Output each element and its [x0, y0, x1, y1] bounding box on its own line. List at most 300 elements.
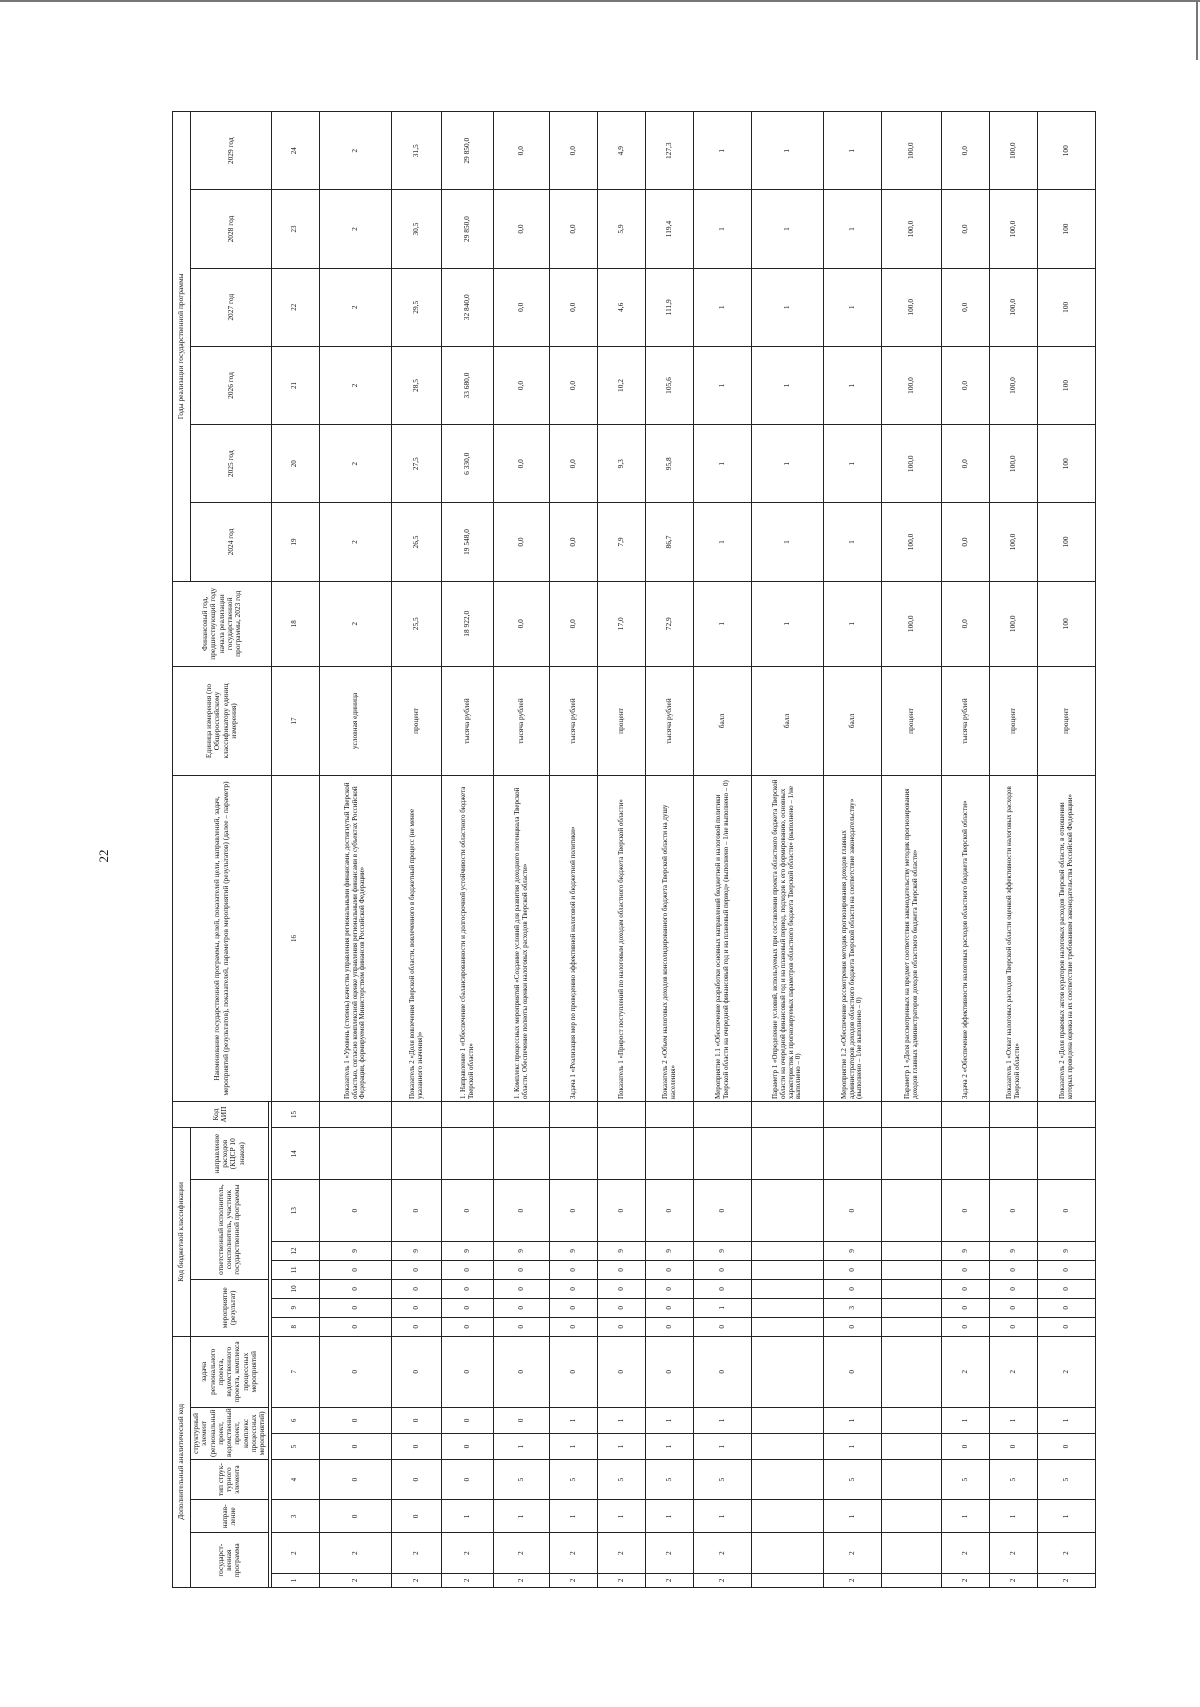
year-value: 1: [752, 503, 824, 581]
column-number-22: 22: [271, 268, 319, 346]
code-cell: 9: [550, 1241, 598, 1260]
column-number-14: 14: [271, 1128, 319, 1180]
code-cell: [320, 1102, 392, 1128]
year-value: 1: [824, 425, 882, 503]
code-cell: 2: [824, 1573, 882, 1587]
scan-edge-top: [0, 0, 1200, 2]
code-cell: 0: [1038, 1433, 1096, 1459]
code-cell: 9: [990, 1241, 1038, 1260]
code-cell: 0: [442, 1180, 494, 1242]
col-2024: 2024 год: [191, 503, 272, 581]
column-number-23: 23: [271, 190, 319, 268]
code-cell: [598, 1102, 646, 1128]
year-value: 100,0: [990, 112, 1038, 190]
base-year-value: 25,5: [392, 581, 442, 666]
code-cell: 0: [598, 1317, 646, 1336]
base-year-value: 17,0: [598, 581, 646, 666]
col-2026: 2026 год: [191, 346, 272, 424]
year-value: 0,0: [942, 346, 990, 424]
code-cell: 0: [442, 1433, 494, 1459]
code-cell: 0: [494, 1336, 550, 1407]
code-cell: 1: [694, 1500, 752, 1533]
year-value: 0,0: [942, 425, 990, 503]
code-cell: 0: [1038, 1180, 1096, 1242]
year-value: 0,0: [494, 190, 550, 268]
code-cell: 0: [320, 1336, 392, 1407]
code-cell: 0: [694, 1180, 752, 1242]
code-cell: [990, 1102, 1038, 1128]
code-cell: 1: [598, 1433, 646, 1459]
year-value: 100,0: [990, 190, 1038, 268]
code-cell: 2: [1038, 1573, 1096, 1587]
code-cell: [752, 1128, 824, 1180]
base-year-value: 2: [320, 581, 392, 666]
code-cell: 0: [598, 1279, 646, 1298]
column-number-10: 10: [271, 1279, 319, 1298]
page-number: 22: [96, 849, 111, 863]
code-cell: 0: [1038, 1317, 1096, 1336]
row-name: Параметр 1 «Доля рассмотренных на предмет соответствия законодательству методик прогнозирования доходов главных администраторов доходов областного бюджета Тверской области»: [882, 776, 942, 1102]
code-cell: [752, 1298, 824, 1317]
code-cell: 1: [1038, 1500, 1096, 1533]
code-cell: [752, 1279, 824, 1298]
col-expense-direction: направление расходов (КЦСР 10 знаков): [191, 1128, 269, 1180]
column-number-4: 4: [271, 1460, 319, 1500]
row-unit: балл: [824, 666, 882, 775]
year-value: 26,5: [392, 503, 442, 581]
code-cell: 9: [646, 1241, 694, 1260]
sheet-content: [172, 111, 1096, 1588]
year-value: 7,9: [598, 503, 646, 581]
col-aip: Код АИП: [173, 1102, 269, 1128]
code-cell: 0: [646, 1336, 694, 1407]
code-cell: 5: [990, 1460, 1038, 1500]
code-cell: 2: [320, 1573, 392, 1587]
year-value: 0,0: [550, 425, 598, 503]
code-cell: 0: [646, 1317, 694, 1336]
code-cell: 0: [824, 1317, 882, 1336]
code-cell: 1: [990, 1500, 1038, 1533]
code-cell: 1: [942, 1407, 990, 1433]
code-cell: 0: [442, 1336, 494, 1407]
year-value: 27,5: [392, 425, 442, 503]
code-cell: 1: [646, 1500, 694, 1533]
code-cell: [752, 1533, 824, 1573]
code-cell: [752, 1336, 824, 1407]
code-cell: [1038, 1102, 1096, 1128]
code-cell: 0: [990, 1433, 1038, 1459]
code-cell: [598, 1128, 646, 1180]
table-row: [1038, 112, 1096, 1588]
code-cell: [550, 1102, 598, 1128]
code-cell: 2: [646, 1573, 694, 1587]
code-cell: 0: [824, 1336, 882, 1407]
code-cell: 0: [442, 1260, 494, 1279]
column-number-5: 5: [271, 1433, 319, 1459]
code-cell: 2: [598, 1573, 646, 1587]
base-year-value: 18 922,0: [442, 581, 494, 666]
code-cell: 0: [392, 1460, 442, 1500]
table-row: [752, 112, 824, 1588]
code-cell: [646, 1128, 694, 1180]
code-cell: 0: [320, 1180, 392, 1242]
year-value: 100,0: [882, 268, 942, 346]
row-name: Показатель 2 «Доля правовых актов кураторов налоговых расходов Тверской области, в отношении которых проведена оценка на их соответствие требованиям законодательства Российской Федерации»: [1038, 776, 1096, 1102]
code-cell: 2: [942, 1336, 990, 1407]
code-cell: 1: [494, 1500, 550, 1533]
year-value: 29,5: [392, 268, 442, 346]
code-cell: 0: [598, 1336, 646, 1407]
code-cell: [694, 1128, 752, 1180]
code-cell: [882, 1260, 942, 1279]
year-value: 100,0: [990, 268, 1038, 346]
code-cell: 9: [442, 1241, 494, 1260]
code-cell: 0: [392, 1336, 442, 1407]
column-number-2: 2: [271, 1533, 319, 1573]
code-cell: [824, 1102, 882, 1128]
year-value: 5,9: [598, 190, 646, 268]
code-cell: 9: [392, 1241, 442, 1260]
code-cell: 2: [824, 1533, 882, 1573]
code-cell: 0: [942, 1260, 990, 1279]
year-value: 9,3: [598, 425, 646, 503]
code-cell: 0: [392, 1433, 442, 1459]
col-name: Наименование государственной программы, целей, показателей цели, направлений, задач, мероприятий (результатов), показателей, параметров мероприятий (результатов) (далее – параметр): [173, 776, 272, 1102]
base-year-value: 1: [694, 581, 752, 666]
year-value: 2: [320, 268, 392, 346]
code-cell: 9: [694, 1241, 752, 1260]
year-value: 19 548,0: [442, 503, 494, 581]
code-cell: 0: [646, 1279, 694, 1298]
table-row: [694, 112, 752, 1588]
code-cell: 0: [942, 1180, 990, 1242]
code-cell: 1: [942, 1500, 990, 1533]
code-cell: 2: [494, 1573, 550, 1587]
code-cell: 9: [494, 1241, 550, 1260]
table-row: [442, 112, 494, 1588]
code-cell: [442, 1128, 494, 1180]
column-number-20: 20: [271, 425, 319, 503]
code-cell: 0: [990, 1279, 1038, 1298]
code-cell: 0: [646, 1298, 694, 1317]
code-cell: 2: [550, 1573, 598, 1587]
code-cell: 1: [598, 1407, 646, 1433]
col-2027: 2027 год: [191, 268, 272, 346]
column-number-19: 19: [271, 503, 319, 581]
code-cell: 2: [320, 1533, 392, 1573]
column-number-3: 3: [271, 1500, 319, 1533]
column-number-row: [271, 112, 319, 1588]
code-cell: 0: [824, 1260, 882, 1279]
code-cell: [942, 1102, 990, 1128]
code-cell: 0: [1038, 1260, 1096, 1279]
code-cell: 0: [1038, 1298, 1096, 1317]
code-cell: 1: [694, 1298, 752, 1317]
year-value: 1: [694, 346, 752, 424]
base-year-value: 0,0: [942, 581, 990, 666]
code-cell: [882, 1573, 942, 1587]
row-name: Параметр 1 «Определение условий, используемых при составлении проекта областного бюджета Тверской области на очередной финансовый год и на плановый период, подходов к его формированию, основных характеристик и прогнозируемых параметров областного бюджета Тверской области» (выполнено – 1/не выполнено – 0): [752, 776, 824, 1102]
code-cell: 0: [990, 1298, 1038, 1317]
code-cell: 2: [942, 1573, 990, 1587]
year-value: 100,0: [990, 425, 1038, 503]
year-value: 0,0: [494, 346, 550, 424]
year-value: 100: [1038, 112, 1096, 190]
code-cell: 0: [824, 1180, 882, 1242]
year-value: 6 330,0: [442, 425, 494, 503]
code-cell: 5: [598, 1460, 646, 1500]
year-value: 0,0: [550, 112, 598, 190]
code-cell: 0: [598, 1180, 646, 1242]
code-cell: 9: [598, 1241, 646, 1260]
code-cell: 0: [392, 1260, 442, 1279]
code-cell: [694, 1102, 752, 1128]
year-value: 1: [824, 112, 882, 190]
year-value: 0,0: [942, 190, 990, 268]
year-value: 100: [1038, 425, 1096, 503]
row-name: 1. Комплекс процессных мероприятий «Создание условий для развития доходного потенциала Тверской области. Обеспечение полноты оценки налоговых расходов Тверской области»: [494, 776, 550, 1102]
code-cell: 5: [494, 1460, 550, 1500]
code-cell: [882, 1533, 942, 1573]
row-unit: балл: [752, 666, 824, 775]
code-cell: 2: [646, 1533, 694, 1573]
year-value: 100,0: [990, 346, 1038, 424]
year-value: 1: [752, 190, 824, 268]
code-cell: 0: [442, 1407, 494, 1433]
code-cell: 0: [494, 1260, 550, 1279]
code-cell: 0: [320, 1260, 392, 1279]
year-value: 29 850,0: [442, 112, 494, 190]
code-cell: 0: [494, 1298, 550, 1317]
year-value: 1: [824, 503, 882, 581]
year-value: 2: [320, 425, 392, 503]
year-value: 100,0: [882, 425, 942, 503]
code-cell: 0: [392, 1279, 442, 1298]
code-cell: 0: [942, 1298, 990, 1317]
code-cell: 0: [990, 1260, 1038, 1279]
code-cell: [882, 1460, 942, 1500]
row-unit: тысяча рублей: [442, 666, 494, 775]
code-cell: 0: [550, 1279, 598, 1298]
col-struct-element: структурный элемент (региональный проект, ведомственный проект, комплекс процессных мероприятий): [191, 1407, 269, 1459]
code-cell: 5: [550, 1460, 598, 1500]
table-row: [320, 112, 392, 1588]
column-number-6: 6: [271, 1407, 319, 1433]
row-name: Показатель 1 «Охват налоговых расходов Тверской области оценкой эффективности налоговых расходов Тверской области»: [990, 776, 1038, 1102]
code-cell: [752, 1317, 824, 1336]
code-cell: 0: [694, 1317, 752, 1336]
code-cell: 1: [990, 1407, 1038, 1433]
year-value: 105,6: [646, 346, 694, 424]
code-cell: [752, 1102, 824, 1128]
code-cell: [752, 1460, 824, 1500]
col-task: задача регионального проекта, ведомственного проекта, комплекса процессных мероприятий: [191, 1336, 269, 1407]
code-cell: 1: [550, 1500, 598, 1533]
code-cell: [550, 1128, 598, 1180]
code-cell: [882, 1336, 942, 1407]
year-value: 1: [824, 268, 882, 346]
year-value: 30,5: [392, 190, 442, 268]
year-value: 100: [1038, 503, 1096, 581]
code-cell: 5: [1038, 1460, 1096, 1500]
code-cell: 0: [942, 1317, 990, 1336]
code-cell: [752, 1407, 824, 1433]
code-cell: [752, 1433, 824, 1459]
code-cell: 0: [320, 1460, 392, 1500]
year-value: 31,5: [392, 112, 442, 190]
code-cell: 1: [824, 1407, 882, 1433]
col-2028: 2028 год: [191, 190, 272, 268]
year-value: 1: [694, 425, 752, 503]
code-cell: 0: [646, 1180, 694, 1242]
base-year-value: 1: [752, 581, 824, 666]
code-cell: [320, 1128, 392, 1180]
code-cell: 2: [1038, 1533, 1096, 1573]
code-cell: [646, 1102, 694, 1128]
year-value: 0,0: [942, 503, 990, 581]
code-cell: 0: [942, 1433, 990, 1459]
row-unit: тысяча рублей: [942, 666, 990, 775]
row-name: Задача 1 «Реализация мер по проведению эффективной налоговой и бюджетной политики»: [550, 776, 598, 1102]
col-struct-type: тип струк-турного элемента: [191, 1460, 269, 1500]
column-number-7: 7: [271, 1336, 319, 1407]
code-cell: 0: [392, 1180, 442, 1242]
code-cell: 2: [942, 1533, 990, 1573]
row-name: Показатель 2 «Доля вовлечения Тверской области, вовлеченного в бюджетный процесс (не менее указанного значения)»: [392, 776, 442, 1102]
year-value: 0,0: [942, 112, 990, 190]
code-cell: [442, 1102, 494, 1128]
code-cell: [392, 1102, 442, 1128]
year-value: 100: [1038, 346, 1096, 424]
year-value: 1: [752, 112, 824, 190]
table-row: [598, 112, 646, 1588]
code-cell: 1: [550, 1433, 598, 1459]
table-row: [646, 112, 694, 1588]
row-name: Задача 2 «Обеспечение эффективности налоговых расходов областного бюджета Тверской области»: [942, 776, 990, 1102]
year-value: 1: [824, 346, 882, 424]
code-cell: 2: [694, 1533, 752, 1573]
code-cell: 0: [392, 1317, 442, 1336]
code-cell: [824, 1128, 882, 1180]
code-cell: 2: [598, 1533, 646, 1573]
code-cell: [494, 1128, 550, 1180]
year-value: 0,0: [494, 425, 550, 503]
column-number-1: 1: [271, 1573, 319, 1587]
code-cell: 0: [320, 1407, 392, 1433]
col-base-year: Финансовый год, предшествующий году начала реализации государственной программы, 2023 год: [173, 581, 272, 666]
row-name: Мероприятие 1.2 «Обеспечение рассмотрения методик прогнозирования доходов главных администраторов доходов областного бюджета Тверской области на соответствие законодательству» (выполнено – 1/не выполнено – 0): [824, 776, 882, 1102]
year-value: 100,0: [990, 503, 1038, 581]
row-unit: процент: [882, 666, 942, 775]
group-additional-code: Дополнительный аналитический код: [173, 1336, 191, 1587]
table-row: [550, 112, 598, 1588]
year-value: 2: [320, 112, 392, 190]
column-number-13: 13: [271, 1180, 319, 1242]
code-cell: 1: [494, 1433, 550, 1459]
year-value: 0,0: [942, 268, 990, 346]
table-row: [494, 112, 550, 1588]
col-event: мероприятие (результат): [191, 1279, 269, 1336]
year-value: 127,3: [646, 112, 694, 190]
code-cell: [882, 1180, 942, 1242]
code-cell: 1: [694, 1433, 752, 1459]
code-cell: 0: [494, 1279, 550, 1298]
group-budget-code: Код бюджетной классификации: [173, 1128, 191, 1337]
row-unit: процент: [392, 666, 442, 775]
code-cell: [882, 1433, 942, 1459]
code-cell: 0: [824, 1279, 882, 1298]
year-value: 119,4: [646, 190, 694, 268]
code-cell: 2: [392, 1533, 442, 1573]
row-unit: процент: [990, 666, 1038, 775]
code-cell: 0: [598, 1298, 646, 1317]
code-cell: 5: [646, 1460, 694, 1500]
row-name: Показатель 1 «Уровень (степень) качества управления региональными финансами, достигнутый Тверской областью, согласно комплексной оценке управления региональными финансами в субъектах Российской Федерации, формируемой Министерством финансов Российской Федерации»: [320, 776, 392, 1102]
code-cell: 2: [442, 1573, 494, 1587]
code-cell: [392, 1128, 442, 1180]
code-cell: 2: [550, 1533, 598, 1573]
year-value: 4,9: [598, 112, 646, 190]
group-years: Годы реализации государственной программы: [173, 112, 191, 582]
year-value: 100,0: [882, 503, 942, 581]
code-cell: 0: [942, 1279, 990, 1298]
row-unit: процент: [1038, 666, 1096, 775]
code-cell: 0: [494, 1317, 550, 1336]
row-name: Показатель 2 «Объем налоговых доходов консолидированного бюджета Тверской области на душу населения»: [646, 776, 694, 1102]
code-cell: [990, 1128, 1038, 1180]
base-year-value: 0,0: [550, 581, 598, 666]
code-cell: 2: [442, 1533, 494, 1573]
code-cell: 0: [646, 1260, 694, 1279]
code-cell: 0: [550, 1336, 598, 1407]
table-row: [392, 112, 442, 1588]
base-year-value: 100: [1038, 581, 1096, 666]
table-row: [942, 112, 990, 1588]
code-cell: 5: [942, 1460, 990, 1500]
code-cell: [752, 1180, 824, 1242]
base-year-value: 100,0: [882, 581, 942, 666]
year-value: 0,0: [550, 268, 598, 346]
col-program: государст-венная программа: [191, 1533, 269, 1588]
code-cell: 0: [550, 1317, 598, 1336]
year-value: 28,5: [392, 346, 442, 424]
year-value: 1: [694, 112, 752, 190]
year-value: 0,0: [494, 503, 550, 581]
col-direction: направ-ление: [191, 1500, 269, 1533]
code-cell: 9: [942, 1241, 990, 1260]
code-cell: 0: [694, 1336, 752, 1407]
code-cell: [882, 1279, 942, 1298]
code-cell: 0: [990, 1317, 1038, 1336]
row-unit: тысяча рублей: [646, 666, 694, 775]
code-cell: 0: [1038, 1279, 1096, 1298]
base-year-value: 1: [824, 581, 882, 666]
year-value: 2: [320, 190, 392, 268]
table-body: [271, 112, 1095, 1588]
code-cell: 0: [494, 1180, 550, 1242]
table-row: [990, 112, 1038, 1588]
year-value: 1: [752, 425, 824, 503]
year-value: 0,0: [494, 112, 550, 190]
code-cell: 0: [442, 1279, 494, 1298]
row-unit: тысяча рублей: [550, 666, 598, 775]
code-cell: [882, 1102, 942, 1128]
year-value: 4,6: [598, 268, 646, 346]
row-name: 1. Направление 1 «Обеспечение сбалансированности и долгосрочной устойчивости областного бюджета Тверской области»: [442, 776, 494, 1102]
row-unit: балл: [694, 666, 752, 775]
year-value: 111,9: [646, 268, 694, 346]
code-cell: 0: [550, 1260, 598, 1279]
